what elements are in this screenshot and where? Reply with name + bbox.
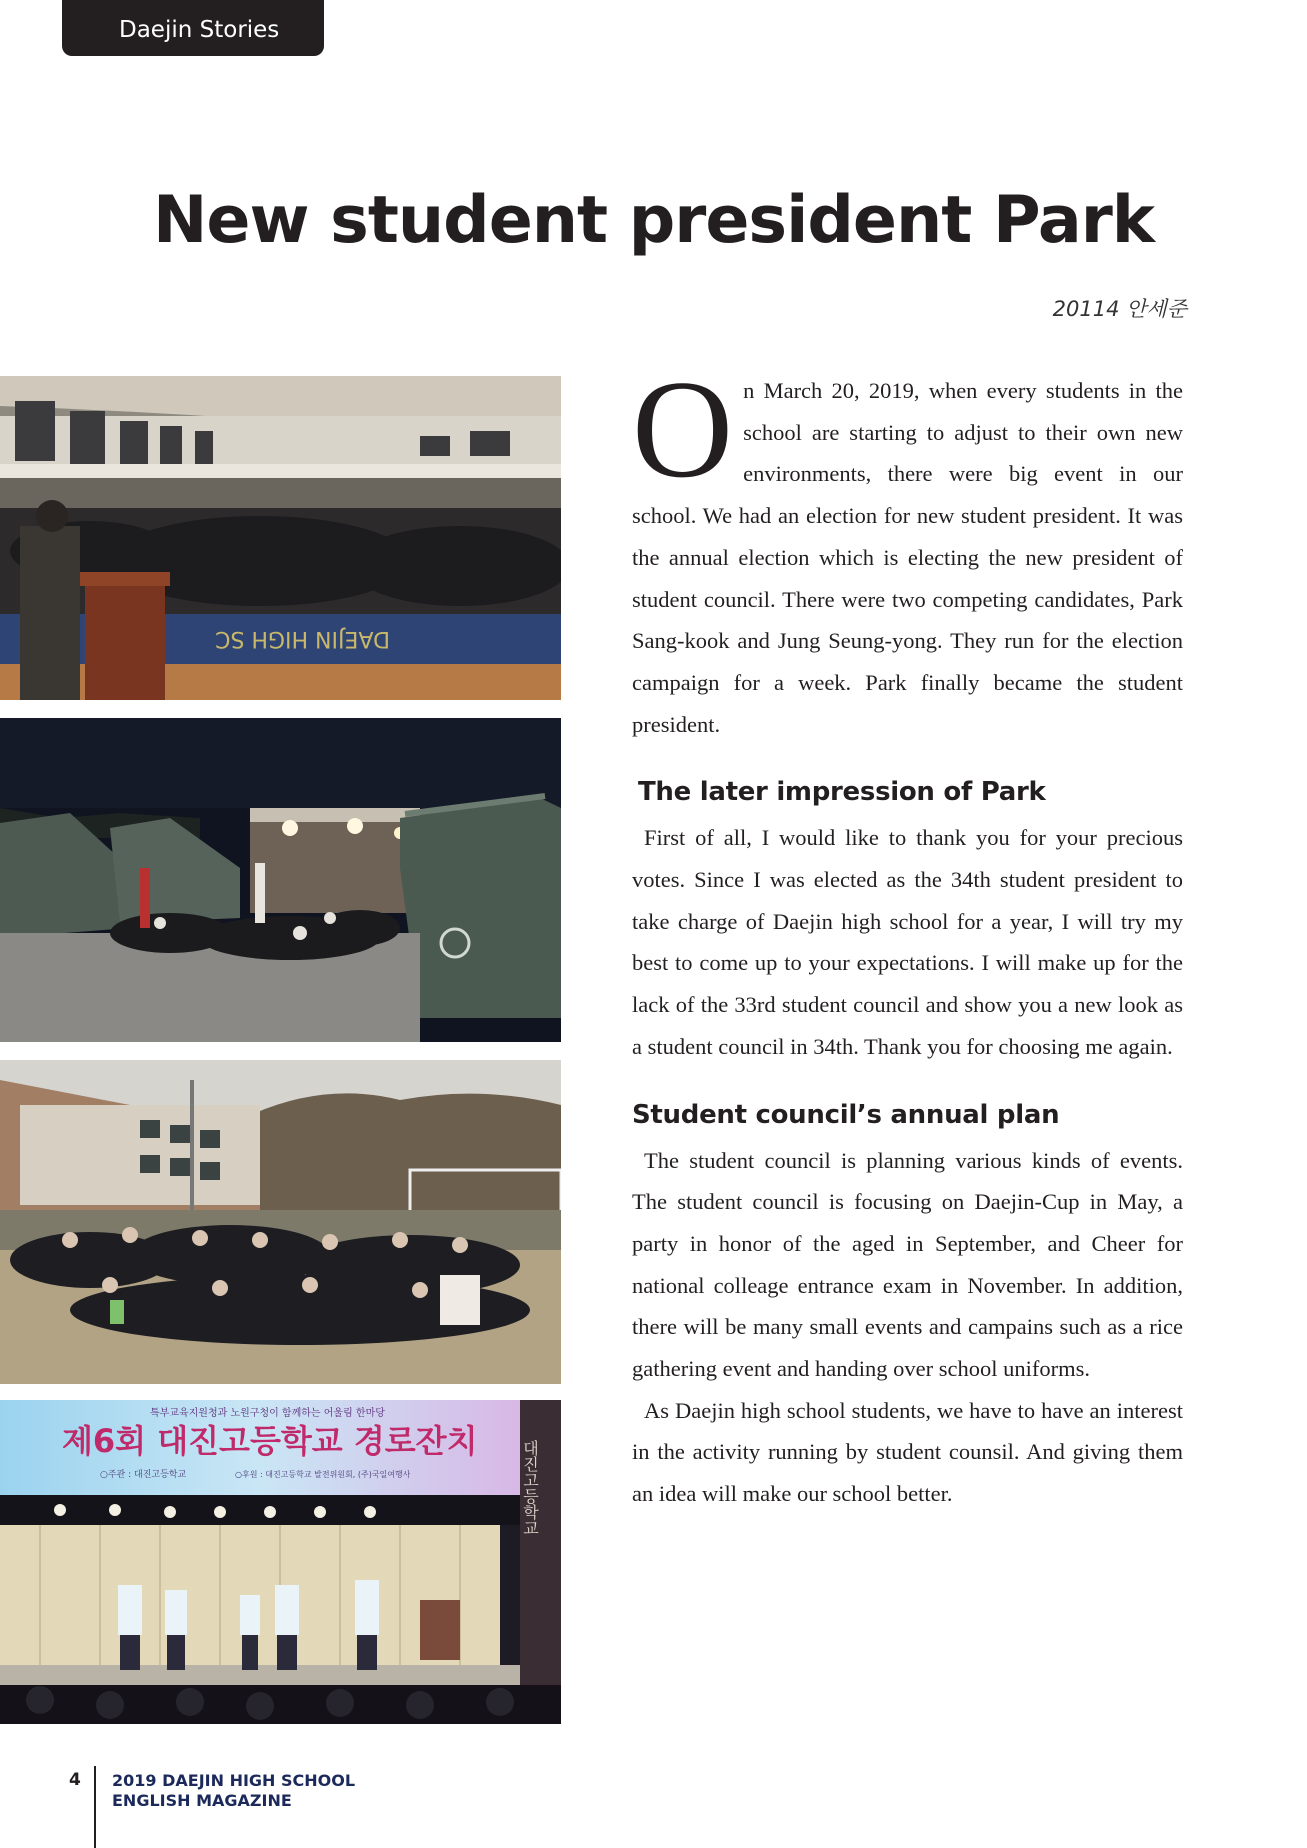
dropcap: O — [632, 352, 734, 507]
later-impression-paragraph: First of all, I would like to thank you for your precious votes. Since I was elected as the 34th student president to take charge of Daejin high school for a year, I will try my best to come up to your expectations. I will make up for the lack of the 33rd student council and show you a new look as a student council in 34th. Thank you for choosing me again. — [632, 825, 1183, 1059]
banner-top-text: 특부교육지원청과 노원구청이 함께하는 어울림 한마당 — [150, 1408, 385, 1419]
magazine-name-line-2: ENGLISH MAGAZINE — [112, 1791, 292, 1810]
gym-floor-text: DAEJIN HIGH SC — [215, 626, 390, 651]
footer-divider — [94, 1766, 96, 1848]
banner-main-text: 제6회 대진고등학교 경로잔치 — [62, 1422, 478, 1460]
heading-later-impression: The later impression of Park — [638, 777, 1046, 808]
article-body — [632, 352, 1183, 1515]
photo-gym-assembly — [0, 376, 561, 700]
photo-stage-performance — [0, 1400, 561, 1724]
banner-host-text: ○주관 : 대진고등학교 — [100, 1470, 187, 1480]
intro-text: n March 20, 2019, when every students in the school are starting to adjust to their own new environments, there were big event in our school. We had an election for new student president. It was the annual election which is electing the new president of student council. There were two competing candidates, Park Sang-kook and Jung Seung-yong. They run for the election campaign for a week. Park finally became the student president. — [632, 378, 1183, 737]
banner-sponsor-text: ○후원 : 대진고등학교 발전위원회, (주)국일여행사 — [235, 1470, 411, 1479]
heading-annual-plan: Student council’s annual plan — [632, 1099, 1060, 1130]
annual-plan-paragraph-1: The student council is planning various kinds of events. The student council is focusing on Daejin-Cup in May, a party in honor of the aged in September, and Cheer for national colleage entrance exam in November. In addition, there will be many small events and campains such as a rice gathering event and handing over school uniforms. — [632, 1147, 1183, 1382]
section-tab — [62, 0, 324, 56]
magazine-name-line-1: 2019 DAEJIN HIGH SCHOOL — [112, 1771, 356, 1790]
annual-plan-paragraph-2: As Daejin high school students, we have to have an interest in the activity running by student counsil. And giving them an idea will make our school better. — [632, 1397, 1183, 1507]
page-number: 4 — [69, 1770, 81, 1790]
magazine-name — [112, 1771, 355, 1811]
article-title: New student president Park — [152, 183, 1155, 258]
section-tab-label: Daejin Stories — [119, 17, 280, 43]
photo-group-outdoor — [0, 1060, 561, 1384]
photo-night-camp — [0, 718, 561, 1042]
side-banner-text: 대진고등학교 — [520, 1440, 540, 1536]
article-byline: 20114 안세준 — [1052, 297, 1187, 321]
intro-paragraph — [632, 352, 1183, 745]
